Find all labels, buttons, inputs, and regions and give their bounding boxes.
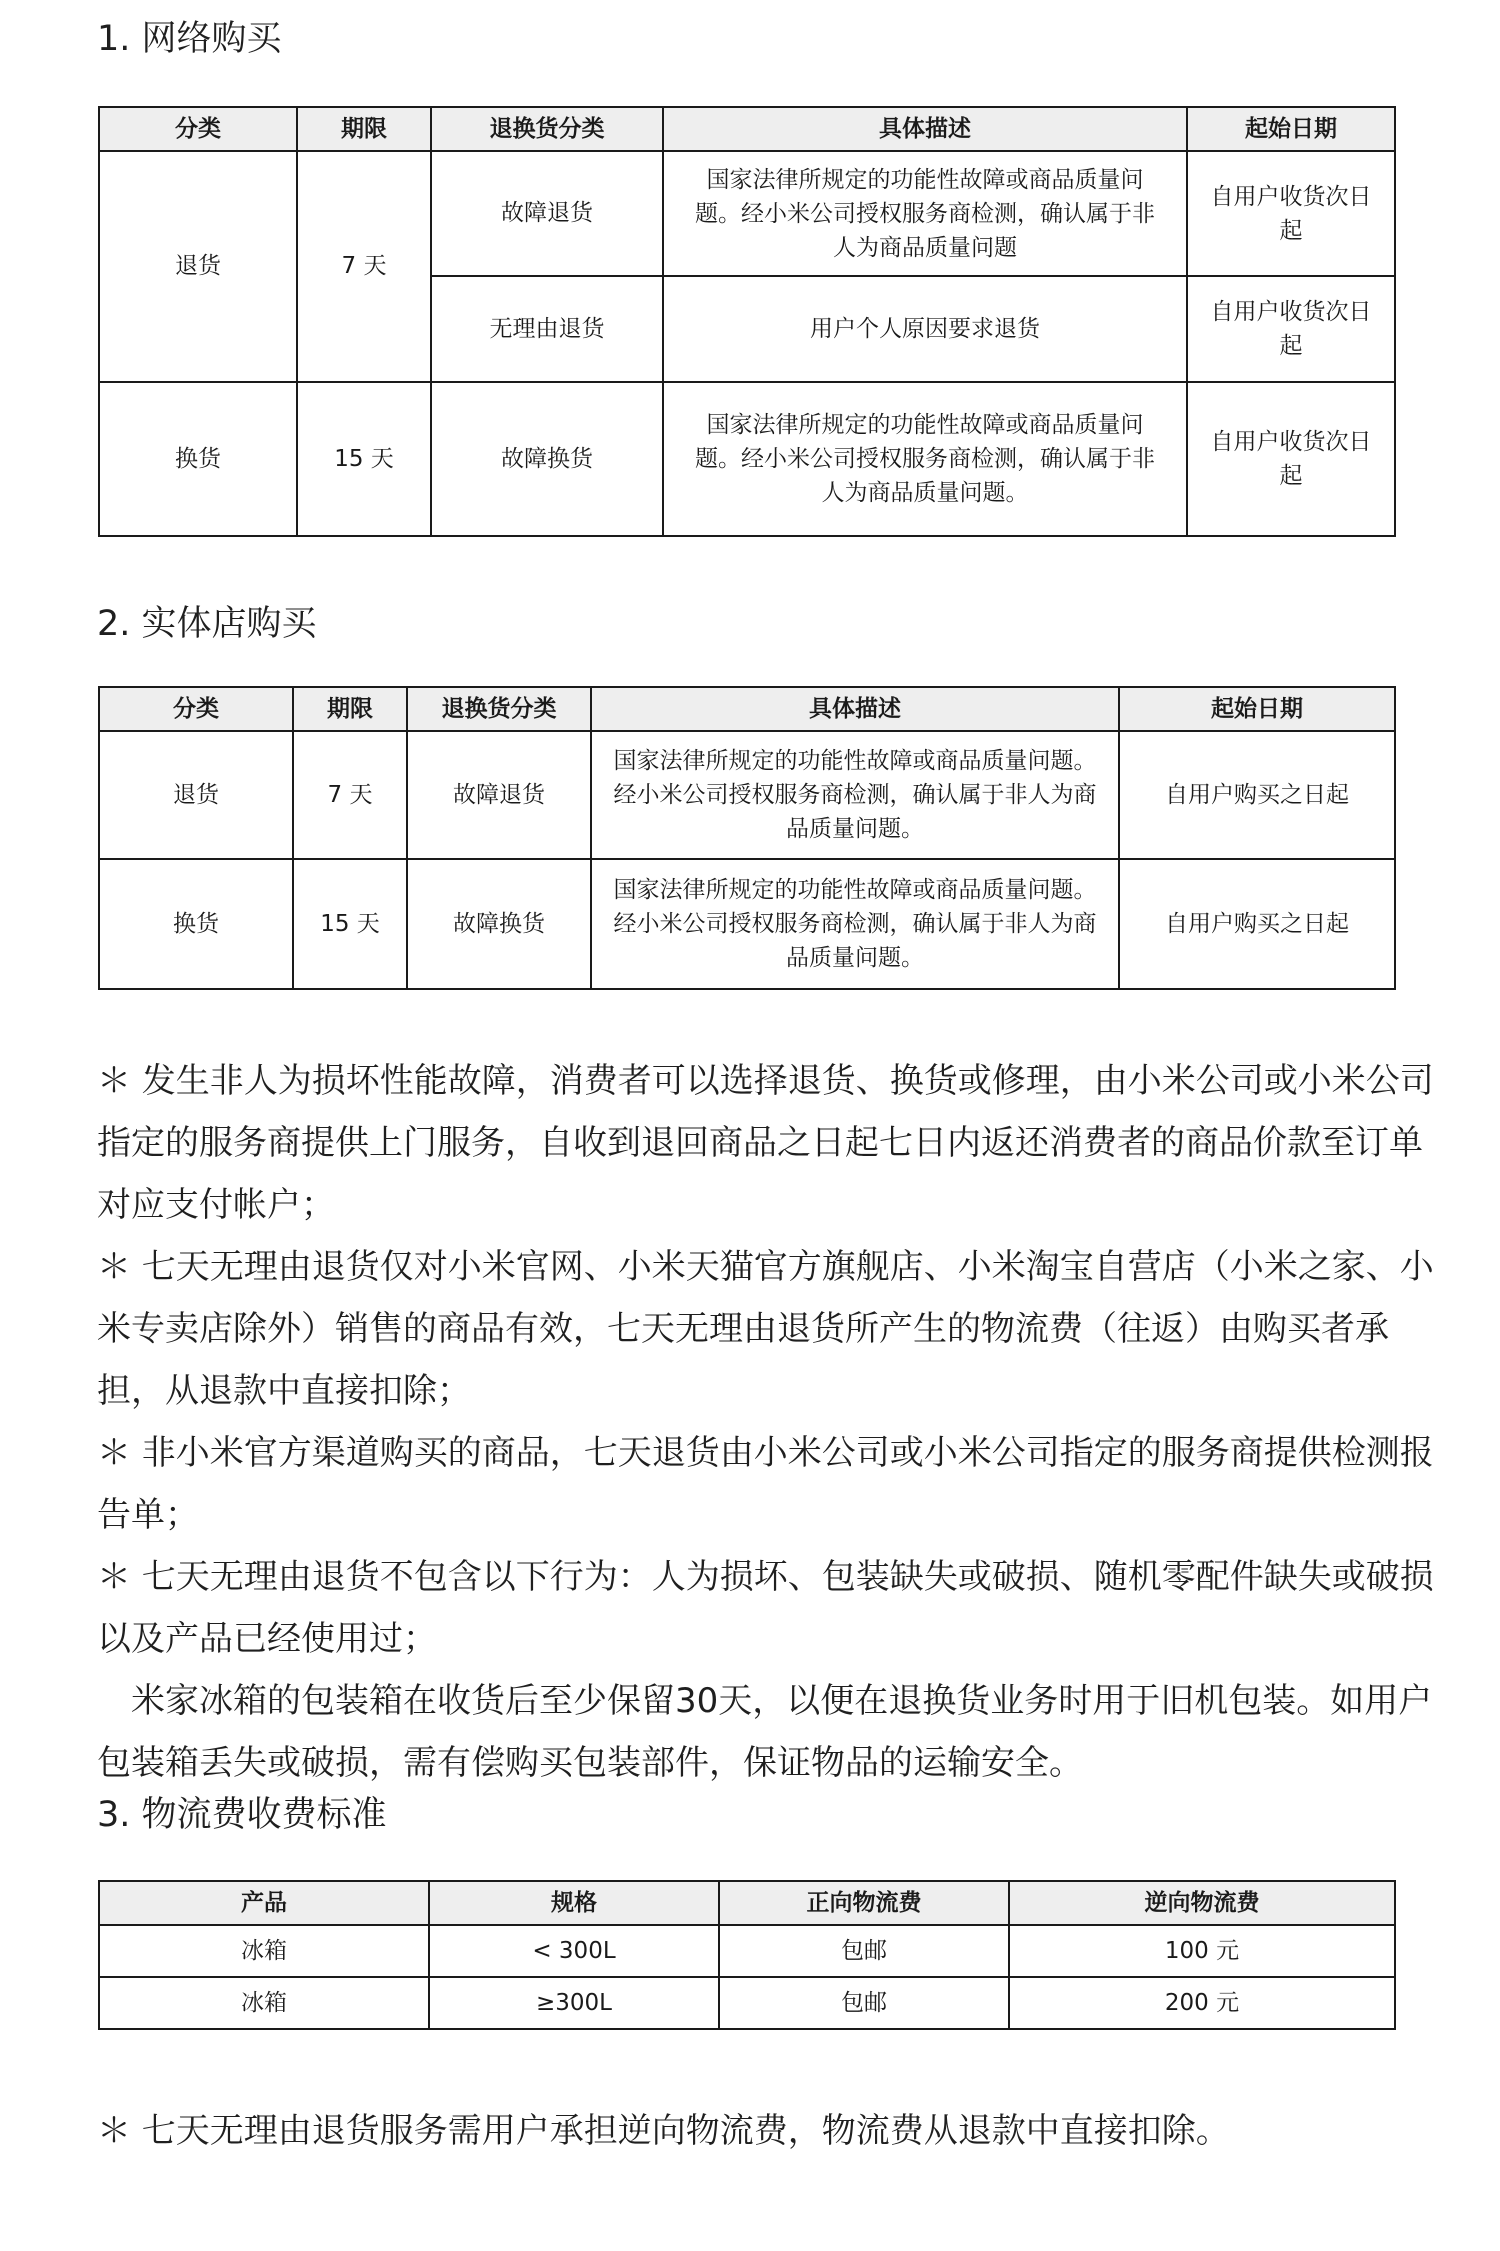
note-paragraph: ＊ 发生非人为损坏性能故障，消费者可以选择退货、换货或修理，由小米公司或小米公司指定的服务商提供上门服务，自收到退回商品之日起七日内返还消费者的商品价款至订单对应支付帐户；: [97, 1061, 1434, 1225]
table-row: [99, 382, 1395, 536]
header-start-date: 起始日期: [1119, 687, 1395, 731]
header-description: 具体描述: [591, 687, 1119, 731]
note-paragraph: ＊ 七天无理由退货不包含以下行为：人为损坏、包装缺失或破损、随机零配件缺失或破损以及产品已经使用过；: [97, 1557, 1434, 1659]
notes-block: [97, 1050, 1437, 1794]
cell-reverse-fee: 100 元: [1009, 1925, 1395, 1977]
cell-period: 7 天: [293, 731, 407, 859]
cell-forward-fee: 包邮: [719, 1977, 1009, 2029]
cell-subtype: 无理由退货: [431, 276, 663, 382]
section3-title: 3. 物流费收费标准: [97, 1795, 387, 1835]
table-row: [99, 1925, 1395, 1977]
header-forward-fee: 正向物流费: [719, 1881, 1009, 1925]
header-subtype: 退换货分类: [407, 687, 591, 731]
cell-spec: < 300L: [429, 1925, 719, 1977]
cell-description: 国家法律所规定的功能性故障或商品质量问题。经小米公司授权服务商检测，确认属于非人为商品质量问题。: [591, 859, 1119, 989]
table-row: [99, 731, 1395, 859]
cell-subtype: 故障退货: [431, 151, 663, 276]
note-paragraph: 米家冰箱的包装箱在收货后至少保留30天，以便在退换货业务时用于旧机包装。如用户包装箱丢失或破损，需有偿购买包装部件，保证物品的运输安全。: [97, 1681, 1433, 1783]
section2-title: 2. 实体店购买: [97, 604, 317, 644]
cell-category: 退货: [99, 731, 293, 859]
cell-start-date: 自用户收货次日起: [1187, 151, 1395, 276]
table-header-row: [99, 107, 1395, 151]
table-row: [99, 151, 1395, 276]
cell-subtype: 故障换货: [431, 382, 663, 536]
cell-start-date: 自用户购买之日起: [1119, 859, 1395, 989]
online-purchase-table: [98, 106, 1396, 537]
header-product: 产品: [99, 1881, 429, 1925]
cell-product: 冰箱: [99, 1925, 429, 1977]
cell-start-date: 自用户购买之日起: [1119, 731, 1395, 859]
header-reverse-fee: 逆向物流费: [1009, 1881, 1395, 1925]
store-purchase-table: [98, 686, 1396, 990]
table-row: [99, 859, 1395, 989]
cell-description: 国家法律所规定的功能性故障或商品质量问题。经小米公司授权服务商检测，确认属于非人为商品质量问题。: [591, 731, 1119, 859]
note-paragraph: ＊ 非小米官方渠道购买的商品，七天退货由小米公司或小米公司指定的服务商提供检测报告单；: [97, 1433, 1434, 1535]
cell-category: 换货: [99, 382, 297, 536]
header-start-date: 起始日期: [1187, 107, 1395, 151]
cell-product: 冰箱: [99, 1977, 429, 2029]
shipping-fee-table: [98, 1880, 1396, 2030]
cell-category: 退货: [99, 151, 297, 382]
cell-period: 15 天: [293, 859, 407, 989]
cell-description: 国家法律所规定的功能性故障或商品质量问题。经小米公司授权服务商检测，确认属于非人为商品质量问题: [663, 151, 1187, 276]
note-paragraph: ＊ 七天无理由退货仅对小米官网、小米天猫官方旗舰店、小米淘宝自营店（小米之家、小米专卖店除外）销售的商品有效，七天无理由退货所产生的物流费（往返）由购买者承担，从退款中直接扣除；: [97, 1247, 1434, 1411]
cell-category: 换货: [99, 859, 293, 989]
section1-title: 1. 网络购买: [97, 19, 282, 59]
cell-start-date: 自用户收货次日起: [1187, 276, 1395, 382]
cell-period: 7 天: [297, 151, 431, 382]
header-description: 具体描述: [663, 107, 1187, 151]
cell-reverse-fee: 200 元: [1009, 1977, 1395, 2029]
cell-spec: ≥300L: [429, 1977, 719, 2029]
cell-forward-fee: 包邮: [719, 1925, 1009, 1977]
table-header-row: [99, 1881, 1395, 1925]
cell-description: 用户个人原因要求退货: [663, 276, 1187, 382]
header-category: 分类: [99, 687, 293, 731]
cell-period: 15 天: [297, 382, 431, 536]
header-period: 期限: [293, 687, 407, 731]
header-spec: 规格: [429, 1881, 719, 1925]
header-subtype: 退换货分类: [431, 107, 663, 151]
reverse-shipping-note: ＊ 七天无理由退货服务需用户承担逆向物流费，物流费从退款中直接扣除。: [97, 2111, 1230, 2151]
table-row: [99, 1977, 1395, 2029]
table-header-row: [99, 687, 1395, 731]
cell-subtype: 故障退货: [407, 731, 591, 859]
cell-start-date: 自用户收货次日起: [1187, 382, 1395, 536]
cell-description: 国家法律所规定的功能性故障或商品质量问题。经小米公司授权服务商检测，确认属于非人为商品质量问题。: [663, 382, 1187, 536]
cell-subtype: 故障换货: [407, 859, 591, 989]
header-period: 期限: [297, 107, 431, 151]
header-category: 分类: [99, 107, 297, 151]
